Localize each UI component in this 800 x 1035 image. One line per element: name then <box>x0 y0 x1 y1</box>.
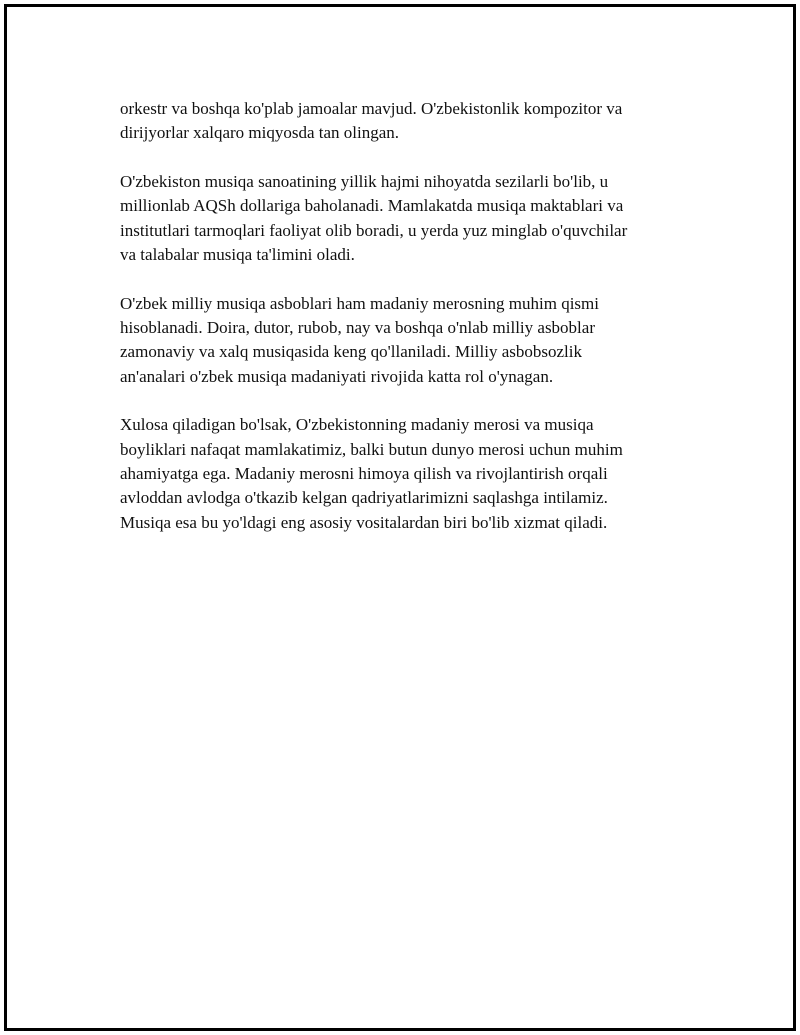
text-line: ahamiyatga ega. Madaniy merosni himoya qilish va rivojlantirish orqali <box>120 464 608 484</box>
text-line: dirijyorlar xalqaro miqyosda tan olingan. <box>120 123 400 143</box>
text-line: O'zbek milliy musiqa asboblari ham madaniy merosning muhim qismi <box>120 293 599 313</box>
text-line: va talabalar musiqa ta'limini oladi. <box>120 244 355 264</box>
text-line: Musiqa esa bu yo'ldagi eng asosiy vositalardan biri bo'lib xizmat qiladi. <box>120 512 608 532</box>
paragraph-conclusion <box>120 413 690 534</box>
paragraph-orchestras <box>120 97 690 146</box>
page-frame <box>4 4 796 1031</box>
text-line: millionlab AQSh dollariga baholanadi. Mamlakatda musiqa maktablari va <box>120 196 624 216</box>
text-line: boyliklari nafaqat mamlakatimiz, balki butun dunyo merosi uchun muhim <box>120 439 623 459</box>
text-line: institutlari tarmoqlari faoliyat olib boradi, u yerda yuz minglab o'quvchilar <box>120 220 628 240</box>
text-line: orkestr va boshqa ko'plab jamoalar mavjud. O'zbekistonlik kompozitor va <box>120 99 623 118</box>
text-line: O'zbekiston musiqa sanoatining yillik hajmi nihoyatda sezilarli bo'lib, u <box>120 172 609 192</box>
text-line: zamonaviy va xalq musiqasida keng qo'llaniladi. Milliy asbobsozlik <box>120 342 582 362</box>
text-line: an'analari o'zbek musiqa madaniyati rivojida katta rol o'ynagan. <box>120 366 554 386</box>
text-line: avloddan avlodga o'tkazib kelgan qadriyatlarimizni saqlashga intilamiz. <box>120 488 608 508</box>
text-line: hisoblanadi. Doira, dutor, rubob, nay va boshqa o'nlab milliy asboblar <box>120 318 595 338</box>
text-line: Xulosa qiladigan bo'lsak, O'zbekistonning madaniy merosi va musiqa <box>120 415 594 435</box>
paragraph-music-industry <box>120 170 690 267</box>
paragraph-national-instruments <box>120 292 690 389</box>
page-content <box>120 97 690 559</box>
